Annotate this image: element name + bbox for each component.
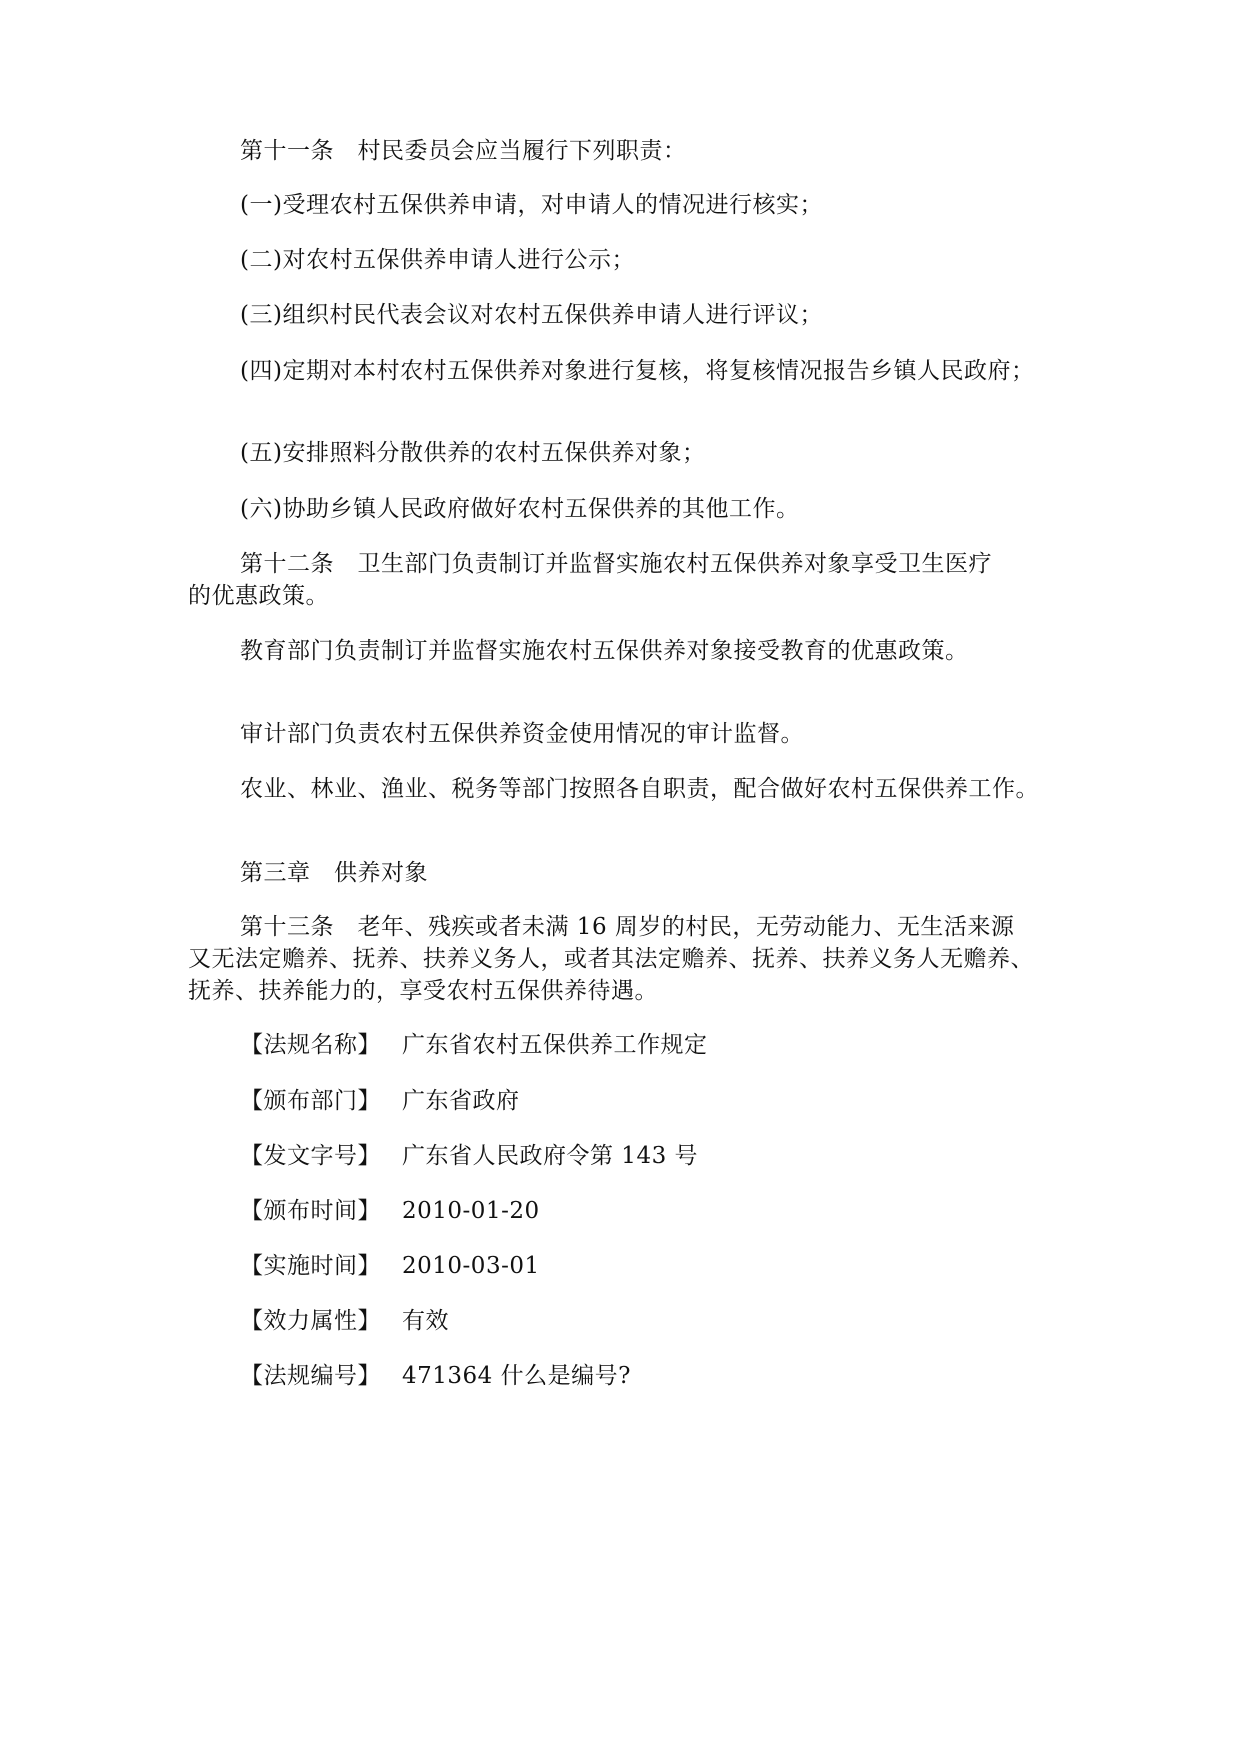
meta-label: 【颁布部门】: [240, 1088, 381, 1114]
meta-label: 【法规名称】: [240, 1032, 381, 1058]
meta-label: 【效力属性】: [240, 1308, 381, 1334]
meta-row-department: [240, 1086, 520, 1116]
chapter-3-title: 第三章 供养对象: [240, 860, 428, 886]
meta-value: 471364 什么是编号?: [402, 1363, 631, 1389]
article-11-item-5: (五)安排照料分散供养的农村五保供养对象；: [240, 440, 706, 466]
article-11-item-3: (三)组织村民代表会议对农村五保供养申请人进行评议；: [240, 302, 823, 328]
meta-row-issue-date: [240, 1196, 540, 1226]
article-11-item-2: (二)对农村五保供养申请人进行公示；: [240, 247, 635, 273]
meta-value: 广东省农村五保供养工作规定: [402, 1032, 708, 1058]
meta-value: 广东省政府: [402, 1088, 520, 1114]
article-12-line-2: 的优惠政策。: [188, 583, 329, 609]
article-11-item-4: (四)定期对本村农村五保供养对象进行复核，将复核情况报告乡镇人民政府；: [240, 358, 1035, 384]
meta-label: 【颁布时间】: [240, 1198, 381, 1224]
meta-row-regulation-number: [240, 1361, 631, 1391]
meta-row-doc-number: [240, 1141, 698, 1171]
article-11-item-6: (六)协助乡镇人民政府做好农村五保供养的其他工作。: [240, 496, 800, 522]
article-12-para-3: 审计部门负责农村五保供养资金使用情况的审计监督。: [240, 721, 804, 747]
meta-row-validity: [240, 1306, 449, 1336]
article-11-heading: 第十一条 村民委员会应当履行下列职责：: [240, 138, 687, 164]
meta-label: 【实施时间】: [240, 1253, 381, 1279]
meta-row-effective-date: [240, 1251, 540, 1281]
article-12-para-2: 教育部门负责制订并监督实施农村五保供养对象接受教育的优惠政策。: [240, 638, 969, 664]
meta-value: 2010-03-01: [402, 1253, 540, 1279]
meta-value: 2010-01-20: [402, 1198, 540, 1224]
meta-value: 广东省人民政府令第 143 号: [402, 1143, 699, 1169]
article-13-line-3: 抚养、扶养能力的，享受农村五保供养待遇。: [188, 978, 658, 1004]
article-11-item-1: (一)受理农村五保供养申请，对申请人的情况进行核实；: [240, 192, 823, 218]
article-13-line-1: 第十三条 老年、残疾或者未满 16 周岁的村民，无劳动能力、无生活来源: [240, 914, 1015, 940]
meta-label: 【发文字号】: [240, 1143, 381, 1169]
article-12-line-1: 第十二条 卫生部门负责制订并监督实施农村五保供养对象享受卫生医疗: [240, 551, 992, 577]
article-13-line-2: 又无法定赡养、抚养、扶养义务人，或者其法定赡养、抚养、扶养义务人无赡养、: [188, 946, 1034, 972]
article-12-para-4: 农业、林业、渔业、税务等部门按照各自职责，配合做好农村五保供养工作。: [240, 776, 1039, 802]
meta-label: 【法规编号】: [240, 1363, 381, 1389]
meta-value: 有效: [402, 1308, 449, 1334]
meta-row-name: [240, 1030, 708, 1060]
